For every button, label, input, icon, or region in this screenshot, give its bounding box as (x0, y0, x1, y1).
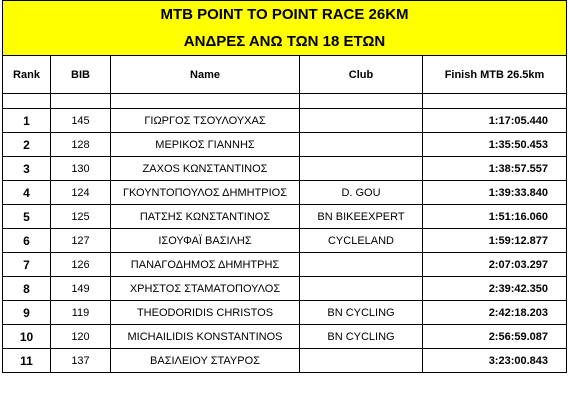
rank-cell: 7 (3, 253, 51, 277)
header-club: Club (300, 56, 423, 94)
club-cell: CYCLELAND (300, 229, 423, 253)
results-body (3, 109, 567, 373)
name-cell: ΙΣΟΥΦΑΪ ΒΑΣΙΛΗΣ (111, 229, 300, 253)
finish-time-cell: 1:35:50.453 (423, 133, 567, 157)
table-row (3, 229, 567, 253)
club-cell (300, 133, 423, 157)
rank-cell: 8 (3, 277, 51, 301)
bib-cell: 119 (51, 301, 111, 325)
table-row (3, 205, 567, 229)
header-rank: Rank (3, 56, 51, 94)
rank-cell: 6 (3, 229, 51, 253)
finish-time-cell: 1:38:57.557 (423, 157, 567, 181)
results-sheet (2, 0, 566, 373)
finish-time-cell: 1:59:12.877 (423, 229, 567, 253)
club-cell (300, 109, 423, 133)
finish-time-cell: 2:07:03.297 (423, 253, 567, 277)
category-title: ΑΝΔΡΕΣ ΑΝΩ ΤΩΝ 18 ΕΤΩΝ (3, 28, 567, 56)
results-table (2, 0, 567, 373)
table-row (3, 133, 567, 157)
bib-cell: 149 (51, 277, 111, 301)
finish-time-cell: 1:51:16.060 (423, 205, 567, 229)
finish-time-cell: 2:56:59.087 (423, 325, 567, 349)
name-cell: ΧΡΗΣΤΟΣ ΣΤΑΜΑΤΟΠΟΥΛΟΣ (111, 277, 300, 301)
table-row (3, 253, 567, 277)
bib-cell: 124 (51, 181, 111, 205)
table-row (3, 181, 567, 205)
finish-time-cell: 3:23:00.843 (423, 349, 567, 373)
name-cell: MICHAILIDIS KONSTANTINOS (111, 325, 300, 349)
table-row (3, 301, 567, 325)
rank-cell: 3 (3, 157, 51, 181)
name-cell: ΠΑΝΑΓΟΔΗΜΟΣ ΔΗΜΗΤΡΗΣ (111, 253, 300, 277)
name-cell: ZAXOS ΚΩΝΣΤΑΝΤΙΝΟΣ (111, 157, 300, 181)
bib-cell: 120 (51, 325, 111, 349)
bib-cell: 145 (51, 109, 111, 133)
header-bib: BIB (51, 56, 111, 94)
table-row (3, 157, 567, 181)
spacer-row (3, 94, 567, 109)
rank-cell: 5 (3, 205, 51, 229)
rank-cell: 11 (3, 349, 51, 373)
club-cell (300, 349, 423, 373)
header-row (3, 56, 567, 94)
bib-cell: 125 (51, 205, 111, 229)
name-cell: THEODORIDIS CHRISTOS (111, 301, 300, 325)
header-name: Name (111, 56, 300, 94)
name-cell: ΠΑΤΣΗΣ ΚΩΝΣΤΑΝΤΙΝΟΣ (111, 205, 300, 229)
finish-time-cell: 1:17:05.440 (423, 109, 567, 133)
name-cell: ΓΚΟΥΝΤΟΠΟΥΛΟΣ ΔΗΜΗΤΡΙΟΣ (111, 181, 300, 205)
table-row (3, 277, 567, 301)
title-row-1 (3, 1, 567, 29)
bib-cell: 126 (51, 253, 111, 277)
bib-cell: 127 (51, 229, 111, 253)
club-cell: BN CYCLING (300, 301, 423, 325)
rank-cell: 1 (3, 109, 51, 133)
name-cell: ΓΙΩΡΓΟΣ ΤΣΟΥΛΟΥΧΑΣ (111, 109, 300, 133)
club-cell: BN CYCLING (300, 325, 423, 349)
title-row-2 (3, 28, 567, 56)
name-cell: ΒΑΣΙΛΕΙΟΥ ΣΤΑΥΡΟΣ (111, 349, 300, 373)
club-cell (300, 157, 423, 181)
header-finish: Finish MTB 26.5km (423, 56, 567, 94)
club-cell: BN BIKEEXPERT (300, 205, 423, 229)
finish-time-cell: 1:39:33.840 (423, 181, 567, 205)
club-cell (300, 277, 423, 301)
rank-cell: 4 (3, 181, 51, 205)
race-title: MTB POINT TO POINT RACE 26KM (3, 1, 567, 29)
club-cell: D. GOU (300, 181, 423, 205)
table-row (3, 325, 567, 349)
finish-time-cell: 2:39:42.350 (423, 277, 567, 301)
table-row (3, 109, 567, 133)
bib-cell: 137 (51, 349, 111, 373)
rank-cell: 9 (3, 301, 51, 325)
name-cell: ΜΕΡΙΚΟΣ ΓΙΑΝΝΗΣ (111, 133, 300, 157)
rank-cell: 2 (3, 133, 51, 157)
finish-time-cell: 2:42:18.203 (423, 301, 567, 325)
bib-cell: 128 (51, 133, 111, 157)
table-row (3, 349, 567, 373)
club-cell (300, 253, 423, 277)
bib-cell: 130 (51, 157, 111, 181)
rank-cell: 10 (3, 325, 51, 349)
